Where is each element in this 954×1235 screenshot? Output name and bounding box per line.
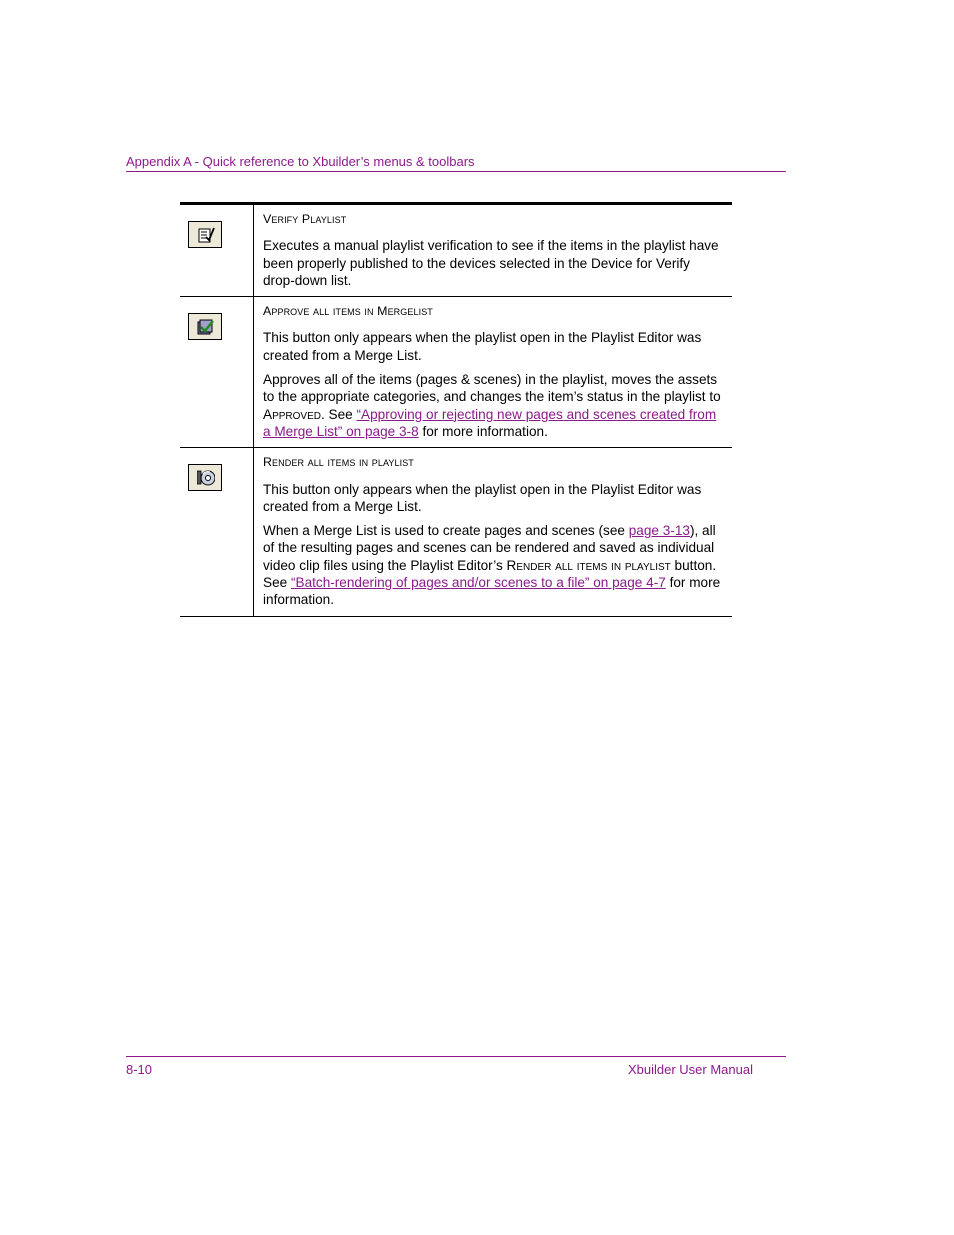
running-footer — [126, 1056, 786, 1077]
icon-cell — [180, 204, 254, 297]
approving-rejecting-link[interactable]: “Approving or rejecting new pages and scenes created from a Merge List” on page 3-8 — [263, 406, 717, 439]
toolbar-reference-table — [180, 202, 732, 617]
verify-playlist-icon — [197, 226, 215, 244]
entry-title: Verify Playlist — [263, 212, 347, 226]
entry-description: Executes a manual playlist verification to see if the items in the playlist have been properly published to the devices selected in the Device for Verify drop-down list. — [263, 238, 719, 288]
entry-note: This button only appears when the playlist open in the Playlist Editor was created from a Merge List. — [263, 481, 702, 514]
description-text: ), all of the resulting pages and scenes can be rendered and saved as individual video clip files using the Playlist Editor’s — [263, 523, 716, 573]
entry-note: This button only appears when the playlist open in the Playlist Editor was created from a Merge List. — [263, 330, 702, 363]
description-text: for more information. — [263, 575, 721, 608]
table-row-render-playlist — [180, 448, 732, 616]
approve-mergelist-button[interactable] — [188, 313, 222, 340]
icon-cell — [180, 297, 254, 448]
entry-description — [263, 522, 724, 608]
verify-playlist-button[interactable] — [188, 221, 222, 248]
entry-title: Render all items in playlist — [263, 455, 414, 470]
render-playlist-icon — [197, 469, 215, 487]
batch-rendering-link[interactable]: “Batch-rendering of pages and/or scenes to a file” on page 4-7 — [290, 575, 666, 591]
icon-cell — [180, 448, 254, 616]
description-text: for more information. — [418, 423, 548, 439]
description-cell — [254, 297, 733, 448]
description-cell — [254, 448, 733, 616]
page-number: 8-10 — [126, 1062, 153, 1077]
description-cell — [254, 204, 733, 297]
description-text: button. See — [263, 557, 717, 591]
entry-description — [263, 371, 724, 440]
render-playlist-button[interactable] — [188, 464, 222, 491]
table-row-approve-mergelist — [180, 297, 732, 448]
entry-title: Approve all items in Mergelist — [263, 304, 433, 319]
running-header: Appendix A - Quick reference to Xbuilder’s menus & toolbars — [126, 154, 786, 172]
page-3-13-link[interactable]: page 3-13 — [628, 523, 690, 539]
approve-mergelist-icon — [197, 318, 215, 336]
description-text: Approves all of the items (pages & scenes) in the playlist, moves the assets to the appropriate categories, and changes the item’s status in the playlist to — [263, 372, 721, 405]
button-term: Render all items in playlist — [506, 557, 671, 573]
manual-title: Xbuilder User Manual — [627, 1062, 753, 1077]
table-row-verify-playlist — [180, 204, 732, 297]
description-text: . See — [320, 406, 357, 422]
description-text: When a Merge List is used to create pages and scenes (see — [263, 523, 629, 539]
status-term: Approved — [263, 406, 321, 422]
